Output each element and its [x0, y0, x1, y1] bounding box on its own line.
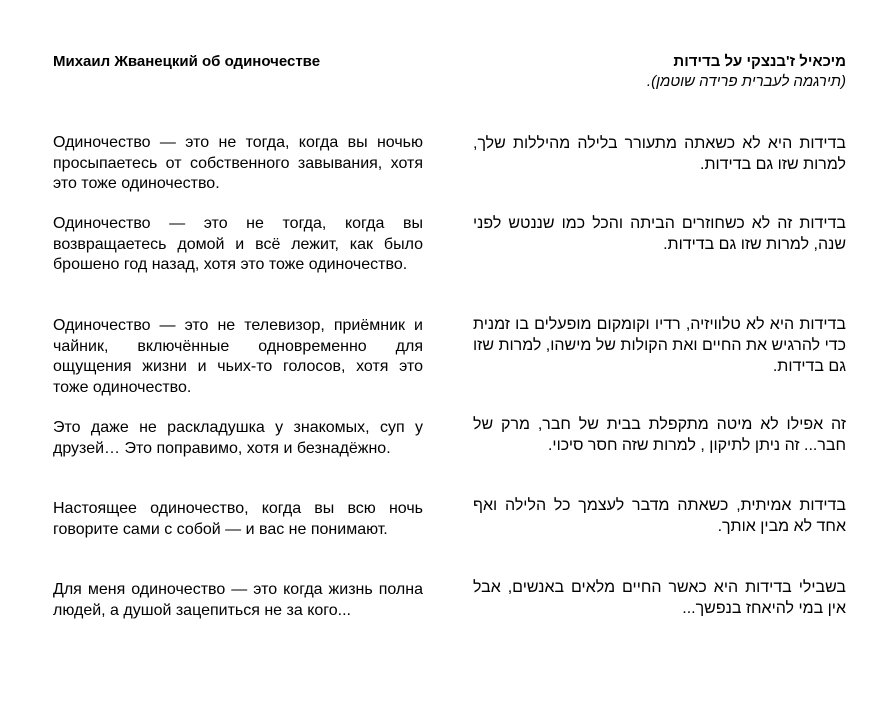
- hebrew-title: מיכאיל ז'בנצקי על בדידות: [673, 53, 846, 70]
- hebrew-paragraph-6: בשבילי בדידות היא כאשר החיים מלאים באנשים, אבל אין במי להיאחז בנפשך...: [473, 579, 846, 617]
- hebrew-paragraph-4: זה אפילו לא מיטה מתקפלת בבית של חבר, מרק של חבר... זה ניתן לתיקון , למרות שזה חסר סיכוי.: [473, 416, 846, 454]
- hebrew-paragraph-3: בדידות היא לא טלוויזיה, רדיו וקומקום מופעלים בו זמנית כדי להרגיש את החיים ואת הקולות של מישהו, למרות שזו גם בדידות.: [472, 316, 846, 375]
- russian-paragraph-5: Настоящее одиночество, когда вы всю ночь говорите сами с собой — и вас не понимают.: [53, 500, 423, 538]
- russian-paragraph-1: Одиночество — это не тогда, когда вы ночью просыпаетесь от собственного завывания, хотя это тоже одиночество.: [53, 134, 423, 192]
- russian-paragraph-2: Одиночество — это не тогда, когда вы возвращаетесь домой и всё лежит, как было брошено год назад, хотя это тоже одиночество.: [53, 215, 423, 273]
- hebrew-paragraph-2: בדידות זה לא כשחוזרים הביתה והכל כמו שננטש לפני שנה, למרות שזו גם בדידות.: [473, 215, 846, 253]
- hebrew-subtitle: (תירגמה לעברית פרידה שוטמן).: [646, 73, 846, 90]
- hebrew-paragraph-5: בדידות אמיתית, כשאתה מדבר לעצמך כל הלילה ואף אחד לא מבין אותך.: [473, 497, 846, 535]
- hebrew-paragraph-1: בדידות היא לא כשאתה מתעורר בלילה מהיללות שלך, למרות שזו גם בדידות.: [473, 135, 846, 173]
- russian-paragraph-6: Для меня одиночество — это когда жизнь полна людей, а душой зацепиться не за кого...: [53, 581, 423, 619]
- russian-title: Михаил Жванецкий об одиночестве: [53, 53, 321, 70]
- russian-paragraph-3: Одиночество — это не телевизор, приёмник и чайник, включённые одновременно для ощущения жизни и чьих-то голосов, хотя это тоже одиночество.: [53, 317, 423, 396]
- russian-paragraph-4: Это даже не раскладушка у знакомых, суп у друзей… Это поправимо, хотя и безнадёжно.: [53, 419, 423, 457]
